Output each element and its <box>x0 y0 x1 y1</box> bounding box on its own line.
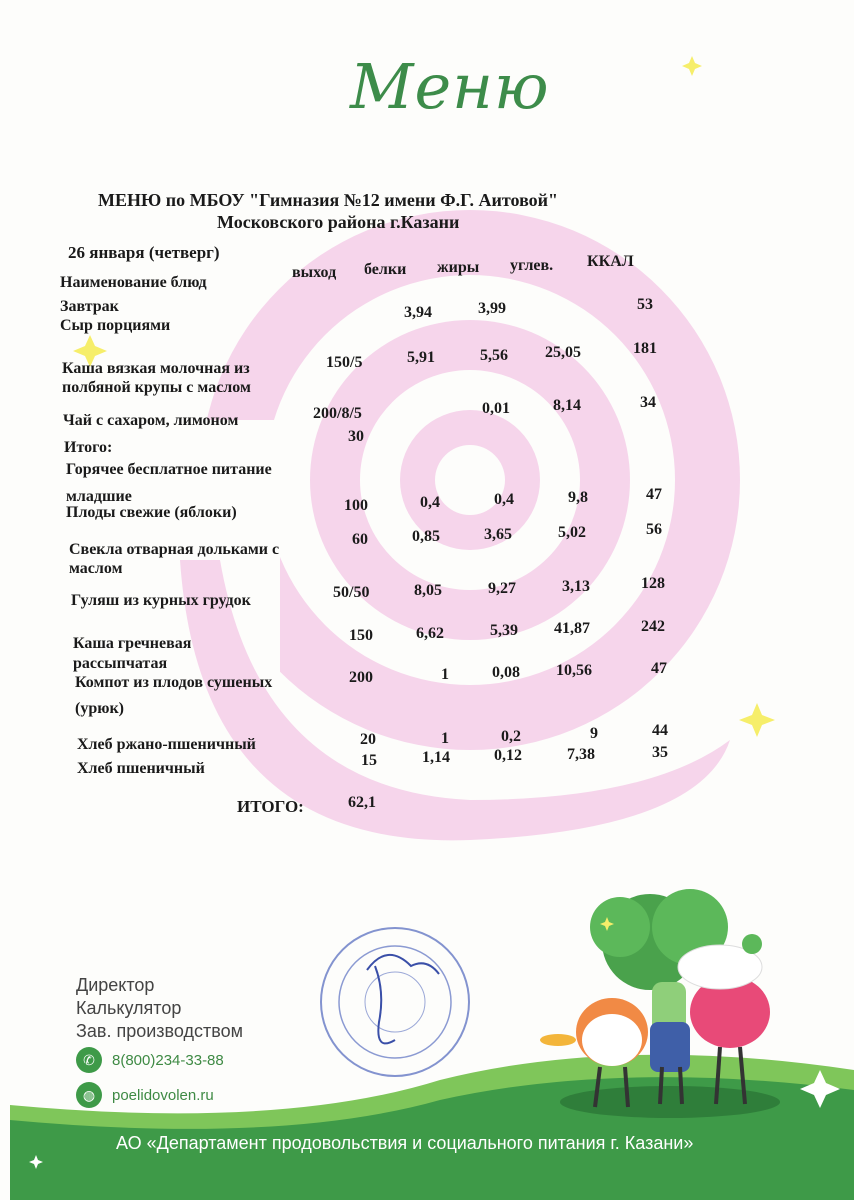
row-name: (урюк) <box>75 700 124 717</box>
company-name: АО «Департамент продовольствия и социального питания г. Казани» <box>116 1133 694 1153</box>
star-icon <box>739 703 775 737</box>
menu-date: 26 января (четверг) <box>68 243 220 262</box>
phone-number: 8(800)234-33-88 <box>112 1051 224 1069</box>
cell-fat: 0,08 <box>492 664 520 681</box>
cell-fat: 0,12 <box>494 747 522 764</box>
cell-out: 150/5 <box>326 354 363 371</box>
row-name: Каша вязкая молочная из <box>62 360 250 377</box>
row-name: Компот из плодов сушеных <box>75 674 273 691</box>
row-name: рассыпчатая <box>73 655 168 672</box>
row-name: Гуляш из курных грудок <box>71 592 251 609</box>
cell-out: 15 <box>361 752 377 769</box>
cell-out: 200/8/5 <box>313 405 362 422</box>
cell-carb: 41,87 <box>554 620 590 637</box>
cell-kcal: 56 <box>646 521 662 538</box>
cell-kcal: 44 <box>652 722 668 739</box>
cell-carb: 25,05 <box>545 344 581 361</box>
cell-out: 150 <box>349 627 373 644</box>
row-name: Каша гречневая <box>73 635 192 652</box>
official-stamp <box>315 922 475 1082</box>
col-out-header: выход <box>292 264 337 281</box>
cell-fat: 0,01 <box>482 400 510 417</box>
cell-kcal: 47 <box>646 486 662 503</box>
cell-kcal: 34 <box>640 394 656 411</box>
cell-protein: 1 <box>441 730 449 747</box>
cell-kcal: 242 <box>641 618 665 635</box>
cell-protein: 0,85 <box>412 528 440 545</box>
cell-carb: 8,14 <box>553 397 581 414</box>
cell-kcal: 53 <box>637 296 653 313</box>
row-name: Хлеб пшеничный <box>77 760 205 777</box>
site-link[interactable]: poelidovolen.ru <box>112 1086 214 1104</box>
cell-fat: 3,99 <box>478 300 506 317</box>
row-name: младшие <box>66 488 132 505</box>
cell-fat: 0,2 <box>501 728 521 745</box>
director-label: Директор <box>76 975 155 995</box>
cell-fat: 0,4 <box>494 491 514 508</box>
total-value: 62,1 <box>348 794 376 811</box>
cell-out: 60 <box>352 531 368 548</box>
cell-kcal: 47 <box>651 660 667 677</box>
cell-protein: 0,4 <box>420 494 440 511</box>
cell-carb: 9 <box>590 725 598 742</box>
cell-carb: 9,8 <box>568 489 588 506</box>
cell-kcal: 181 <box>633 340 657 357</box>
cell-protein: 1,14 <box>422 749 450 766</box>
row-name: маслом <box>69 560 123 577</box>
globe-icon: ◍ <box>76 1082 102 1108</box>
site-contact <box>76 1082 214 1108</box>
cell-protein: 6,62 <box>416 625 444 642</box>
phone-icon: ✆ <box>76 1047 102 1073</box>
row-name: Завтрак <box>60 298 119 315</box>
col-carb-header: углев. <box>510 257 554 274</box>
menu-title: МЕНЮ по МБОУ "Гимназия №12 имени Ф.Г. Аитовой" <box>98 190 559 210</box>
cell-carb: 5,02 <box>558 524 586 541</box>
cell-out: 50/50 <box>333 584 370 601</box>
row-name: Чай с сахаром, лимоном <box>63 412 239 429</box>
total-label: ИТОГО: <box>237 797 304 816</box>
cell-carb: 3,13 <box>562 578 590 595</box>
row-name: Сыр порциями <box>60 317 171 334</box>
cell-out: 30 <box>348 428 364 445</box>
star-icon <box>682 56 702 76</box>
cell-out: 200 <box>349 669 373 686</box>
cell-fat: 9,27 <box>488 580 516 597</box>
col-protein-header: белки <box>364 261 407 278</box>
row-name: Плоды свежие (яблоки) <box>66 504 237 521</box>
row-name: Горячее бесплатное питание <box>66 461 272 478</box>
cell-fat: 3,65 <box>484 526 512 543</box>
cell-protein: 3,94 <box>404 304 432 321</box>
cell-protein: 5,91 <box>407 349 435 366</box>
cell-carb: 7,38 <box>567 746 595 763</box>
col-fat-header: жиры <box>437 259 480 276</box>
menu-logo: Меню <box>350 50 550 123</box>
cell-kcal: 35 <box>652 744 668 761</box>
col-kcal-header: ККАЛ <box>587 253 634 270</box>
menu-subtitle: Московского района г.Казани <box>217 212 460 232</box>
phone-contact <box>76 1047 224 1073</box>
cell-out: 20 <box>360 731 376 748</box>
cell-out: 100 <box>344 497 368 514</box>
vegetable-mascots-illustration <box>540 872 800 1122</box>
row-name: полбяной крупы с маслом <box>62 379 251 396</box>
cell-fat: 5,56 <box>480 347 508 364</box>
cell-protein: 1 <box>441 666 449 683</box>
cell-kcal: 128 <box>641 575 665 592</box>
row-name: Хлеб ржано-пшеничный <box>77 736 256 753</box>
production-label: Зав. производством <box>76 1021 243 1041</box>
cell-carb: 10,56 <box>556 662 592 679</box>
cell-protein: 8,05 <box>414 582 442 599</box>
col-name-header: Наименование блюд <box>60 274 207 291</box>
row-name: Свекла отварная дольками с <box>69 541 280 558</box>
cell-fat: 5,39 <box>490 622 518 639</box>
row-name: Итого: <box>64 439 113 456</box>
calculator-label: Калькулятор <box>76 998 182 1018</box>
